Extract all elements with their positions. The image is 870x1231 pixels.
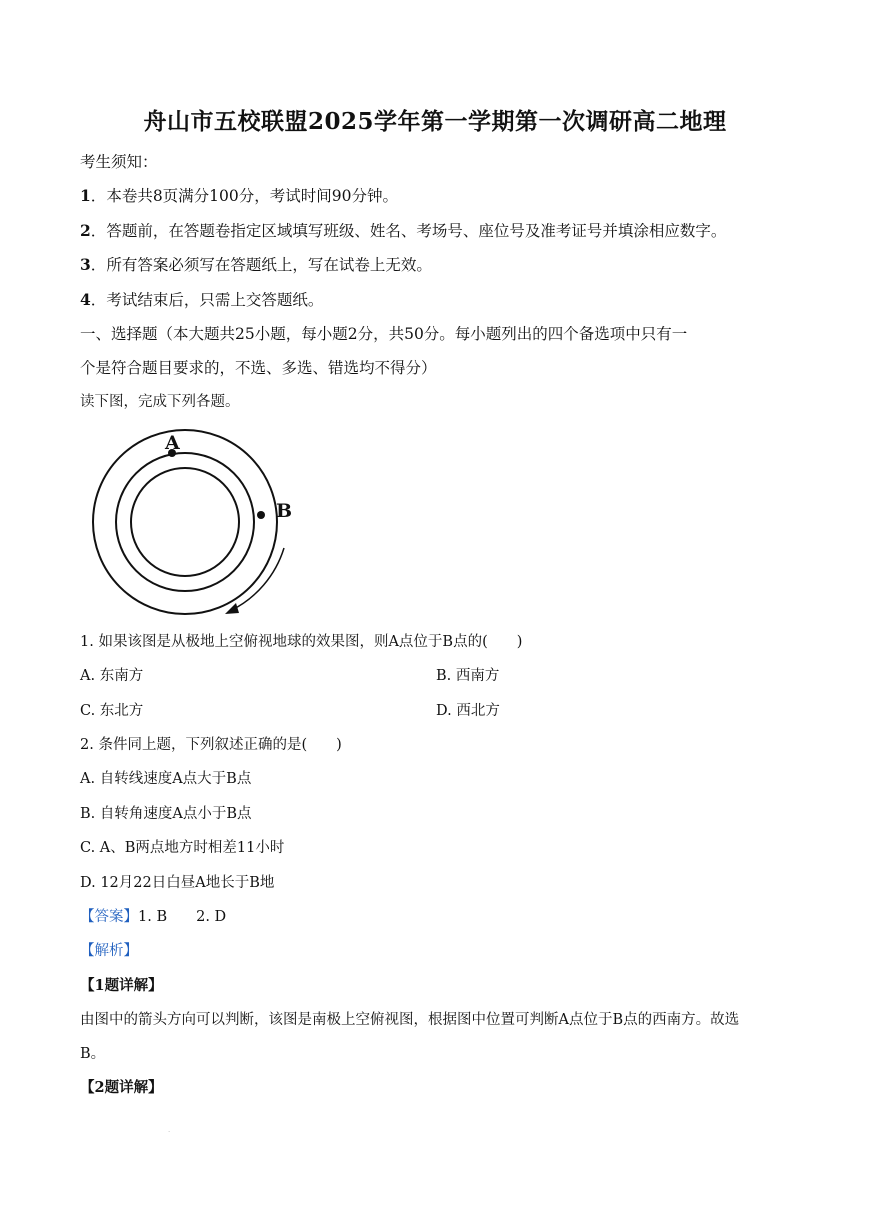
detail-2-heading: 【2题详解】 (80, 1079, 163, 1096)
question-1-option-d: D. 西北方 (436, 703, 500, 719)
notice-item-3: 3．所有答案必须写在答题纸上，写在试卷上无效。 (80, 255, 432, 274)
question-2-option-a: A. 自转线速度A点大于B点 (80, 771, 252, 787)
question-2-option-c: C. A、B两点地方时相差11小时 (80, 840, 285, 856)
detail-1-heading: 【1题详解】 (80, 977, 163, 994)
question-1-stem: 1. 如果该图是从极地上空俯视地球的效果图，则A点位于B点的( ) (80, 634, 523, 650)
answer-tag: 【答案】 (80, 909, 138, 925)
detail-1-text-line-1: 由图中的箭头方向可以判断，该图是南极上空俯视图，根据图中位置可判断A点位于B点的西南方。故选 (80, 1012, 740, 1028)
answer-line (80, 905, 226, 926)
question-1-option-a: A. 东南方 (80, 668, 144, 684)
notice-number: 1 (80, 186, 91, 205)
analysis-tag: 【解析】 (80, 943, 138, 959)
middle-circle (116, 453, 254, 591)
footer-dot: . (168, 1126, 171, 1134)
question-1-option-c: C. 东北方 (80, 703, 144, 719)
question-1-option-b: B. 西南方 (436, 668, 500, 684)
section-instruction-line-2: 个是符合题目要求的，不选、多选、错选均不得分） (80, 359, 437, 377)
notice-text: 所有答案必须写在答题纸上，写在试卷上无效。 (106, 256, 432, 274)
point-a-label: A (165, 432, 180, 454)
notice-text: 本卷共8页满分100分，考试时间90分钟。 (106, 187, 398, 205)
notice-number: 4 (80, 290, 91, 309)
question-2-option-d: D. 12月22日白昼A地长于B地 (80, 875, 275, 891)
answer-value: 1. B 2. D (138, 909, 227, 925)
notice-text: 考试结束后，只需上交答题纸。 (106, 291, 324, 309)
notice-heading: 考生须知： (80, 153, 158, 171)
notice-item-4: 4．考试结束后，只需上交答题纸。 (80, 290, 324, 309)
detail-1-text-line-2: B。 (80, 1046, 106, 1062)
question-2-option-b: B. 自转角速度A点小于B点 (80, 806, 252, 822)
page-title: 舟山市五校联盟2025学年第一学期第一次调研高二地理 (143, 108, 727, 135)
notice-number: 2 (80, 221, 91, 240)
section-instruction-line-1: 一、选择题（本大题共25小题，每小题2分，共50分。每小题列出的四个备选项中只有一 (80, 325, 688, 343)
figure-intro: 读下图，完成下列各题。 (80, 394, 240, 410)
inner-circle (131, 468, 239, 576)
point-b-marker (257, 511, 265, 519)
notice-text: 答题前，在答题卷指定区域填写班级、姓名、考场号、座位号及准考证号并填涂相应数字。 (106, 222, 727, 240)
point-b-label: B (276, 500, 293, 522)
notice-item-1: 1．本卷共8页满分100分，考试时间90分钟。 (80, 186, 398, 205)
outer-circle (93, 430, 277, 614)
polar-rotation-diagram (78, 425, 318, 620)
question-2-stem: 2. 条件同上题，下列叙述正确的是( ) (80, 737, 342, 753)
notice-item-2: 2．答题前，在答题卷指定区域填写班级、姓名、考场号、座位号及准考证号并填涂相应数字。 (80, 221, 727, 240)
notice-number: 3 (80, 255, 91, 274)
